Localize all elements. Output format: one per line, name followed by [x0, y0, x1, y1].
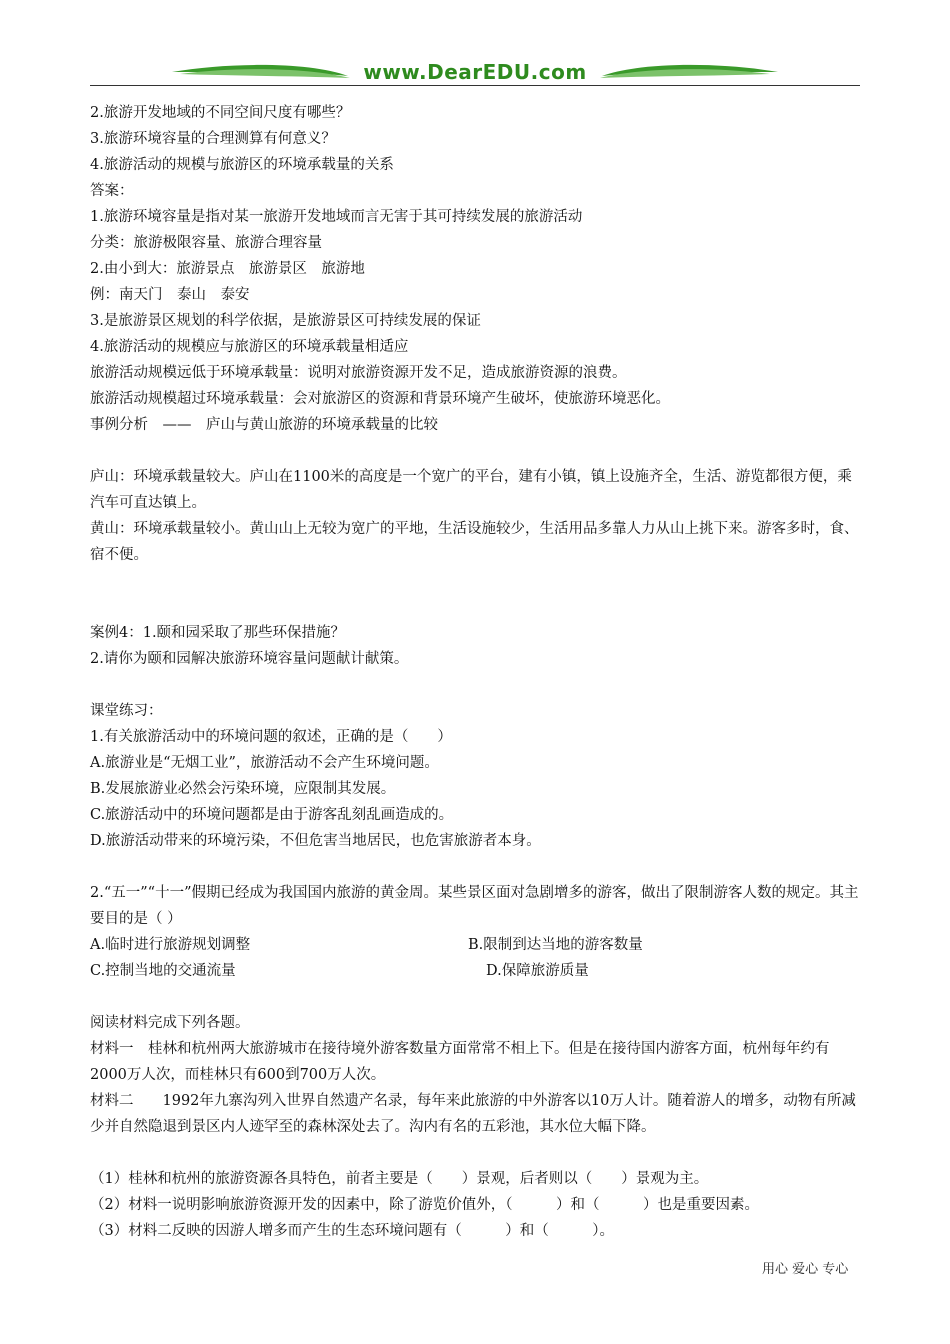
option-c: C.旅游活动中的环境问题都是由于游客乱刻乱画造成的。	[90, 807, 454, 823]
option-c: C.控制当地的交通流量	[90, 963, 236, 979]
text-line: 3.是旅游景区规划的科学依据，是旅游景区可持续发展的保证	[90, 313, 481, 329]
huangshan-paragraph: 黄山：环境承载量较小。黄山山上无较为宽广的平地，生活设施较少，生活用品多靠人力从山上挑下来。游客多时，食、宿不便。	[90, 521, 859, 563]
reading-question: （1）桂林和杭州的旅游资源各具特色，前者主要是（ ）景观，后者则以（ ）景观为主。	[90, 1171, 709, 1187]
practice-title: 课堂练习：	[90, 703, 163, 719]
option-d: D.保障旅游质量	[486, 963, 589, 979]
text-line: 4.旅游活动的规模应与旅游区的环境承载量相适应	[90, 339, 409, 355]
case4-question: 案例4：1.颐和园采取了那些环保措施？	[90, 625, 346, 641]
option-a: A.旅游业是“无烟工业”，旅游活动不会产生环境问题。	[90, 755, 439, 771]
document-body	[90, 100, 860, 1244]
option-b: B.发展旅游业必然会污染环境，应限制其发展。	[90, 781, 396, 797]
option-d: D.旅游活动带来的环境污染，不但危害当地居民，也危害旅游者本身。	[90, 833, 541, 849]
answer-heading: 答案：	[90, 183, 134, 199]
lushan-paragraph: 庐山：环境承载量较大。庐山在1100米的高度是一个宽广的平台，建有小镇，镇上设施齐全，生活、游览都很方便，乘汽车可直达镇上。	[90, 469, 852, 511]
q2-options-row	[90, 958, 860, 984]
text-line: 旅游活动规模远低于环境承载量：说明对旅游资源开发不足，造成旅游资源的浪费。	[90, 365, 627, 381]
text-line: 旅游活动规模超过环境承载量：会对旅游区的资源和背景环境产生破坏，使旅游环境恶化。	[90, 391, 670, 407]
text-line: 2.旅游开发地域的不同空间尺度有哪些？	[90, 105, 351, 121]
reading-question: （3）材料二反映的因游人增多而产生的生态环境问题有（ ）和（ ）。	[90, 1223, 614, 1239]
question-1: 1.有关旅游活动中的环境问题的叙述，正确的是（ ）	[90, 729, 452, 745]
reading-intro: 阅读材料完成下列各题。	[90, 1015, 250, 1031]
q2-options-row	[90, 932, 860, 958]
material-1: 材料一 桂林和杭州两大旅游城市在接待境外游客数量方面常常不相上下。但是在接待国内游客方面，杭州每年约有2000万人次，而桂林只有600到700万人次。	[90, 1041, 830, 1083]
question-2: 2.“五一”“十一”假期已经成为我国国内旅游的黄金周。某些景区面对急剧增多的游客，做出了限制游客人数的规定。其主要目的是（ ）	[90, 885, 859, 927]
text-line: 1.旅游环境容量是指对某一旅游开发地域而言无害于其可持续发展的旅游活动	[90, 209, 583, 225]
option-b: B.限制到达当地的游客数量	[468, 937, 643, 953]
site-logo	[170, 58, 780, 92]
header-divider	[90, 85, 860, 86]
text-line: 2.由小到大：旅游景点 旅游景区 旅游地	[90, 261, 365, 277]
text-line: 例：南天门 泰山 泰安	[90, 287, 250, 303]
page-footer: 用心 爱心 专心	[762, 1262, 849, 1277]
text-line: 4.旅游活动的规模与旅游区的环境承载量的关系	[90, 157, 394, 173]
reading-question: （2）材料一说明影响旅游资源开发的因素中，除了游览价值外，（ ）和（ ）也是重要因素。	[90, 1197, 759, 1213]
text-line: 3.旅游环境容量的合理测算有何意义？	[90, 131, 336, 147]
text-line: 分类：旅游极限容量、旅游合理容量	[90, 235, 322, 251]
logo-text: www.DearEDU.com	[363, 60, 587, 84]
case4-question: 2.请你为颐和园解决旅游环境容量问题献计献策。	[90, 651, 409, 667]
option-a: A.临时进行旅游规划调整	[90, 937, 251, 953]
case-analysis-heading: 事例分析 —— 庐山与黄山旅游的环境承载量的比较	[90, 417, 438, 433]
material-2: 材料二 1992年九寨沟列入世界自然遗产名录，每年来此旅游的中外游客以10万人计。随着游人的增多，动物有所减少并自然隐退到景区内人迹罕至的森林深处去了。沟内有名的五彩池，其水位大幅下降。	[90, 1093, 856, 1135]
